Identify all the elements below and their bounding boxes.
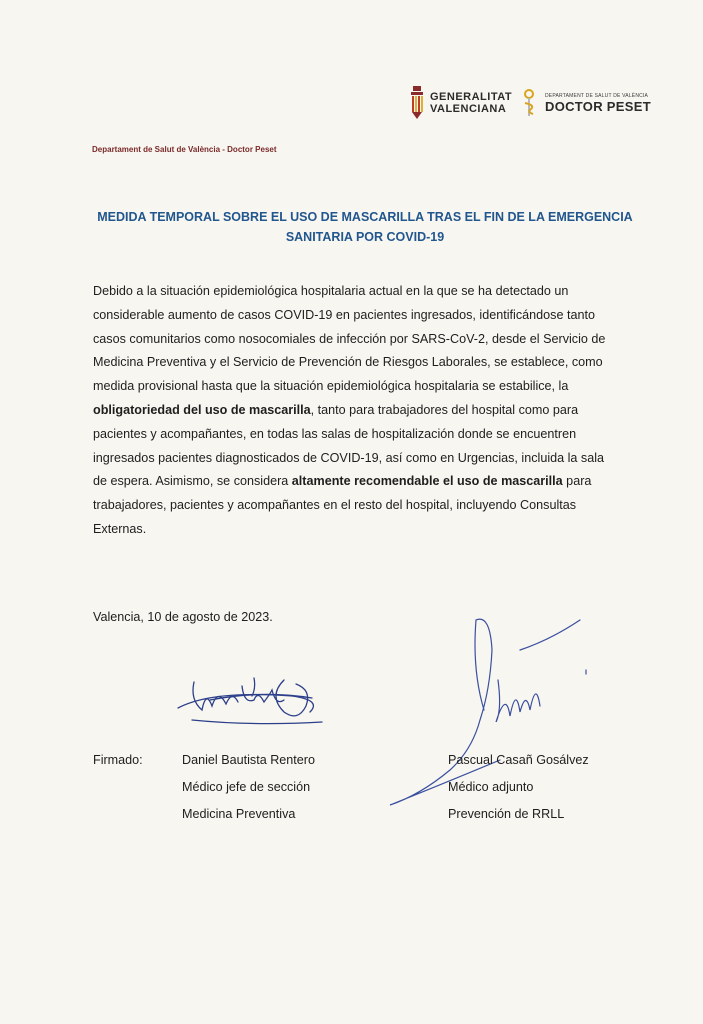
generalitat-line2: VALENCIANA [430, 103, 507, 115]
signer-b-block [448, 747, 589, 828]
body-text-part1: Debido a la situación epidemiológica hospitalaria actual en la que se ha detectado un considerable aumento de casos COVID-19 en pacientes ingresados, identificándose tanto casos comunitarios como nosocomiales de infección por SARS-CoV-2, desde el Servicio de Medicina Preventiva y el Servicio de Prevención de Riesgos Laborales, se establece, como medida provisional hasta que la situación epidemiológica hospitalaria se estabilice, la [93, 284, 606, 394]
signed-label: Firmado: [93, 753, 143, 767]
body-bold-mandatory: obligatoriedad del uso de mascarilla [93, 402, 311, 417]
department-header: Departament de Salut de València - Doctor Peset [92, 145, 277, 154]
body-bold-recommended: altamente recomendable el uso de mascarilla [291, 474, 563, 489]
generalitat-logo [410, 86, 512, 120]
doctor-peset-wordmark [545, 93, 651, 114]
title-line-2: SANITARIA POR COVID-19 [285, 230, 445, 244]
signature-left-image [172, 660, 332, 730]
doctor-peset-title: DOCTOR PESET [545, 98, 651, 114]
signer-a-name: Daniel Bautista Rentero [182, 753, 316, 767]
signer-b-name: Pascual Casañ Gosálvez [448, 753, 589, 767]
signer-a-role: Médico jefe de sección [182, 780, 311, 794]
body-text-part2: , tanto para trabajadores del hospital como para pacientes y acompañantes, en todas las salas de hospitalización donde se encuentren ingresados pacientes diagnosticados de COVID-19, así como en Urgencias, incluida la sala de espera. Asimismo, se considera [93, 402, 605, 489]
signer-a-block [182, 747, 315, 828]
doctor-peset-emblem-icon [521, 89, 541, 117]
body-paragraph [93, 280, 615, 542]
generalitat-emblem-icon [410, 86, 424, 120]
document-date: Valencia, 10 de agosto de 2023. [93, 610, 273, 624]
generalitat-wordmark [430, 91, 512, 115]
doctor-peset-logo [521, 89, 651, 117]
body-text-part3: para trabajadores, pacientes y acompañantes en el resto del hospital, incluyendo Consultas Externas. [93, 474, 592, 536]
doctor-peset-subtitle: DEPARTAMENT DE SALUT DE VALÈNCIA [545, 92, 649, 99]
document-title [95, 207, 635, 247]
signed-label-column [93, 747, 143, 774]
signer-b-unit: Prevención de RRLL [448, 807, 565, 821]
title-line-1: MEDIDA TEMPORAL SOBRE EL USO DE MASCARILLA TRAS EL FIN DE LA EMERGENCIA [97, 210, 633, 224]
signer-b-role: Médico adjunto [448, 780, 534, 794]
generalitat-line1: GENERALITAT [430, 91, 513, 103]
signer-a-unit: Medicina Preventiva [182, 807, 296, 821]
